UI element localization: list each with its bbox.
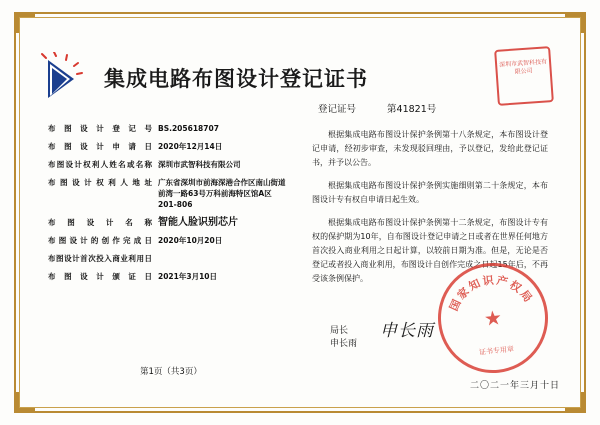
round-seal-bottom-text: 证书专用章 <box>478 345 515 357</box>
corner-ornament-bottom-right <box>565 392 586 413</box>
registration-value: 第41821号 <box>387 104 437 115</box>
field-first-commercial-use-date <box>48 253 288 264</box>
field-label: 布图设计登记号 <box>48 124 152 133</box>
corner-ornament-bottom-left <box>14 392 35 413</box>
company-seal-text: 深圳市武智科技有限公司 <box>498 58 548 76</box>
field-rights-holder-address <box>48 177 288 210</box>
field-issue-date <box>48 271 288 282</box>
signature-block <box>330 321 434 351</box>
field-label: 布图设计的创作完成日 <box>48 236 152 245</box>
company-seal <box>494 46 554 106</box>
body-paragraph-3: 根据集成电路布图设计保护条例第十二条规定，布图设计专有权的保护期为10年，自布图设计登记申请之日或者在世界任何地方首次投入商业利用之日起计算，以较前日期为准。但是，无论是否登记或者投入商业利用，布图设计自创作完成之日起15年后，不再受该条例保护。 <box>312 218 548 283</box>
field-value: 2021年3月10日 <box>158 272 218 281</box>
page-title: 集成电路布图设计登记证书 <box>104 67 368 91</box>
column-divider <box>300 120 301 320</box>
field-value: 智能人脸识别芯片 <box>158 217 238 228</box>
registration-label: 登记证号 <box>318 104 357 115</box>
field-label: 布图设计申请日 <box>48 142 152 151</box>
svg-text:国家知识产权局: 国家知识产权局 <box>447 273 536 314</box>
field-value: BS.205618707 <box>158 124 219 133</box>
field-label: 布图设计首次投入商业利用日 <box>48 254 152 263</box>
field-label: 布图设计名称 <box>48 218 152 227</box>
corner-ornament-top-left <box>14 12 35 33</box>
issue-date-footer: 二〇二一年三月十日 <box>469 381 560 391</box>
body-paragraph-1: 根据集成电路布图设计保护条例第十八条规定，本布图设计登记申请，经初步审查，未发现驳回理由，予以登记，发给此登记证书，并予以公告。 <box>312 130 548 167</box>
signature-handwriting: 申长雨 <box>380 321 434 341</box>
field-value: 深圳市武智科技有限公司 <box>158 160 241 169</box>
field-rights-holder <box>48 159 288 170</box>
title-block <box>40 52 560 104</box>
official-round-seal <box>433 258 554 379</box>
field-label: 布图设计权利人姓名或名称 <box>48 160 152 169</box>
field-value: 2020年12月14日 <box>158 142 223 151</box>
signature-title: 局长 <box>330 326 349 336</box>
field-label: 布图设计权利人地址 <box>48 178 152 187</box>
field-value: 2020年10月20日 <box>158 236 223 245</box>
field-value: 广东省深圳市前海深港合作区南山街道前湾一路63号万科前海特区馆A区201-806 <box>158 178 286 209</box>
field-label: 布图设计颁证日 <box>48 272 152 281</box>
registration-line <box>318 101 436 115</box>
field-layout-design-name <box>48 217 288 228</box>
page-number: 第1页（共3页） <box>140 367 202 377</box>
body-paragraph-2: 根据集成电路布图设计保护条例实施细则第二十条规定，本布图设计专有权自申请日起生效。 <box>312 181 548 204</box>
field-registration-number <box>48 123 288 134</box>
field-list <box>48 123 288 289</box>
corner-ornament-top-right <box>565 12 586 33</box>
field-application-date <box>48 141 288 152</box>
five-pointed-star-icon: ★ <box>482 305 504 331</box>
signature-name: 申长雨 <box>330 339 358 349</box>
ic-layout-logo-icon <box>40 52 102 104</box>
field-creation-date <box>48 235 288 246</box>
